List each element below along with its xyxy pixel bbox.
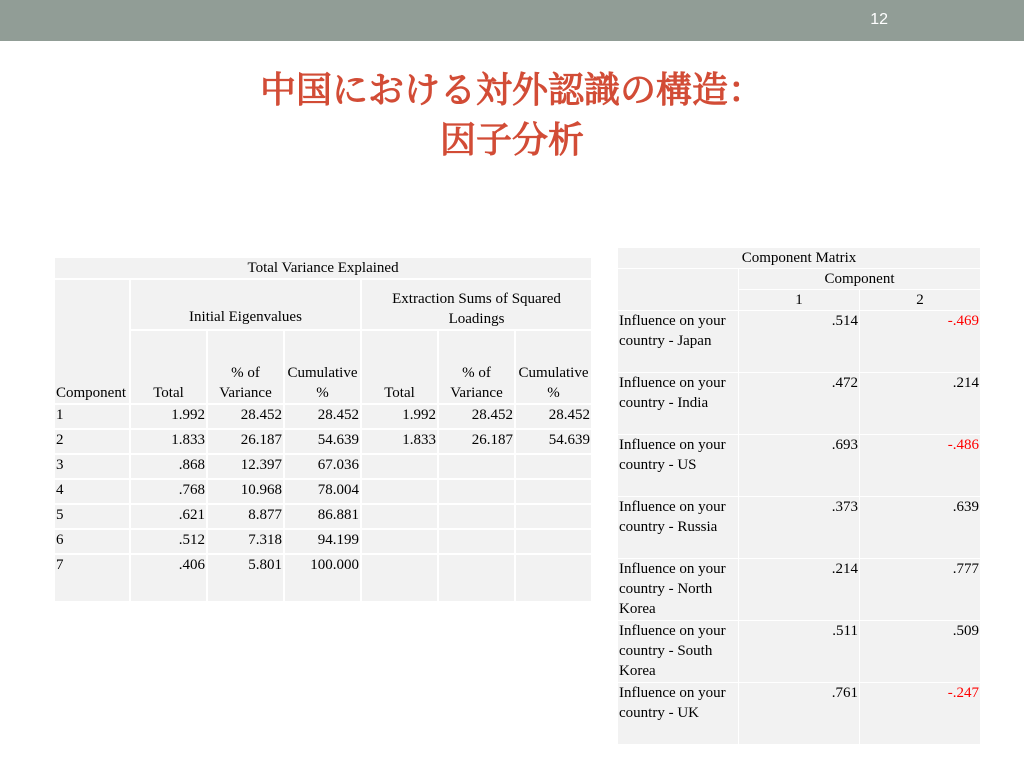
total-cell: .868 xyxy=(130,454,207,479)
header-extraction-pct-variance: % of Variance xyxy=(438,330,515,404)
cumulative-cell: 94.199 xyxy=(284,529,361,554)
component-cell: 5 xyxy=(54,504,130,529)
cumulative-cell: 54.639 xyxy=(284,429,361,454)
total-cell: .621 xyxy=(130,504,207,529)
pct-cell: 26.187 xyxy=(207,429,284,454)
extraction-total-cell xyxy=(361,454,438,479)
extraction-cumulative-cell: 28.452 xyxy=(515,404,592,429)
loading-2: .639 xyxy=(860,497,981,559)
table-row xyxy=(618,497,981,559)
table-row xyxy=(618,435,981,497)
header-initial-eigenvalues: Initial Eigenvalues xyxy=(130,279,361,330)
loading-2: .777 xyxy=(860,559,981,621)
component-matrix-table xyxy=(617,247,981,745)
extraction-total-cell: 1.992 xyxy=(361,404,438,429)
slide-title-line-2: 因子分析 xyxy=(439,120,584,161)
cumulative-cell: 28.452 xyxy=(284,404,361,429)
variable-label: Influence on your country - Russia xyxy=(618,497,739,559)
variable-label: Influence on your country - North Korea xyxy=(618,559,739,621)
loading-2: -.486 xyxy=(860,435,981,497)
extraction-total-cell xyxy=(361,504,438,529)
header-component-2: 2 xyxy=(860,290,981,311)
variable-label: Influence on your country - India xyxy=(618,373,739,435)
component-cell: 1 xyxy=(54,404,130,429)
loading-2: .214 xyxy=(860,373,981,435)
total-cell: .768 xyxy=(130,479,207,504)
variable-label: Influence on your country - Japan xyxy=(618,311,739,373)
extraction-total-cell xyxy=(361,479,438,504)
pct-cell: 7.318 xyxy=(207,529,284,554)
loading-1: .514 xyxy=(739,311,860,373)
cumulative-cell: 100.000 xyxy=(284,554,361,602)
extraction-pct-cell xyxy=(438,529,515,554)
loading-1: .472 xyxy=(739,373,860,435)
loading-2: -.247 xyxy=(860,683,981,745)
extraction-pct-cell xyxy=(438,454,515,479)
top-bar xyxy=(0,0,1024,41)
extraction-cumulative-cell xyxy=(515,479,592,504)
table-row xyxy=(54,554,592,602)
component-cell: 2 xyxy=(54,429,130,454)
slide-number: 12 xyxy=(870,11,888,28)
extraction-pct-cell xyxy=(438,479,515,504)
extraction-pct-cell xyxy=(438,554,515,602)
total-variance-table xyxy=(53,256,593,603)
table-row xyxy=(54,429,592,454)
header-component-1: 1 xyxy=(739,290,860,311)
extraction-cumulative-cell xyxy=(515,554,592,602)
total-cell: .406 xyxy=(130,554,207,602)
header-component: Component xyxy=(54,279,130,404)
component-cell: 6 xyxy=(54,529,130,554)
table-row xyxy=(54,454,592,479)
total-cell: 1.992 xyxy=(130,404,207,429)
pct-cell: 28.452 xyxy=(207,404,284,429)
table-row xyxy=(618,683,981,745)
extraction-pct-cell xyxy=(438,504,515,529)
cumulative-cell: 78.004 xyxy=(284,479,361,504)
extraction-total-cell: 1.833 xyxy=(361,429,438,454)
cumulative-cell: 67.036 xyxy=(284,454,361,479)
component-cell: 7 xyxy=(54,554,130,602)
header-extraction-total: Total xyxy=(361,330,438,404)
header-extraction-sums: Extraction Sums of Squared Loadings xyxy=(361,279,592,330)
header-component-group: Component xyxy=(739,269,981,290)
loading-1: .693 xyxy=(739,435,860,497)
loading-1: .511 xyxy=(739,621,860,683)
variable-label: Influence on your country - UK xyxy=(618,683,739,745)
extraction-cumulative-cell: 54.639 xyxy=(515,429,592,454)
loading-2: .509 xyxy=(860,621,981,683)
pct-cell: 10.968 xyxy=(207,479,284,504)
slide-title xyxy=(0,66,1024,166)
extraction-pct-cell: 26.187 xyxy=(438,429,515,454)
extraction-pct-cell: 28.452 xyxy=(438,404,515,429)
extraction-total-cell xyxy=(361,554,438,602)
extraction-cumulative-cell xyxy=(515,529,592,554)
table-row xyxy=(54,404,592,429)
component-cell: 3 xyxy=(54,454,130,479)
table-row xyxy=(54,504,592,529)
pct-cell: 8.877 xyxy=(207,504,284,529)
variable-label: Influence on your country - US xyxy=(618,435,739,497)
total-cell: 1.833 xyxy=(130,429,207,454)
extraction-cumulative-cell xyxy=(515,454,592,479)
extraction-total-cell xyxy=(361,529,438,554)
loading-1: .214 xyxy=(739,559,860,621)
header-cumulative: Cumulative % xyxy=(284,330,361,404)
variance-table-caption: Total Variance Explained xyxy=(54,257,592,279)
loading-1: .761 xyxy=(739,683,860,745)
table-row xyxy=(618,373,981,435)
loading-1: .373 xyxy=(739,497,860,559)
header-pct-variance: % of Variance xyxy=(207,330,284,404)
header-extraction-cumulative: Cumulative % xyxy=(515,330,592,404)
variable-label: Influence on your country - South Korea xyxy=(618,621,739,683)
slide-title-line-1: 中国における対外認識の構造： xyxy=(259,70,764,111)
matrix-corner xyxy=(618,269,739,311)
header-total: Total xyxy=(130,330,207,404)
loading-2: -.469 xyxy=(860,311,981,373)
component-matrix-caption: Component Matrix xyxy=(618,248,981,269)
table-row xyxy=(618,621,981,683)
extraction-cumulative-cell xyxy=(515,504,592,529)
component-cell: 4 xyxy=(54,479,130,504)
cumulative-cell: 86.881 xyxy=(284,504,361,529)
table-row xyxy=(54,529,592,554)
table-row xyxy=(54,479,592,504)
table-row xyxy=(618,559,981,621)
pct-cell: 12.397 xyxy=(207,454,284,479)
total-cell: .512 xyxy=(130,529,207,554)
pct-cell: 5.801 xyxy=(207,554,284,602)
table-row xyxy=(618,311,981,373)
